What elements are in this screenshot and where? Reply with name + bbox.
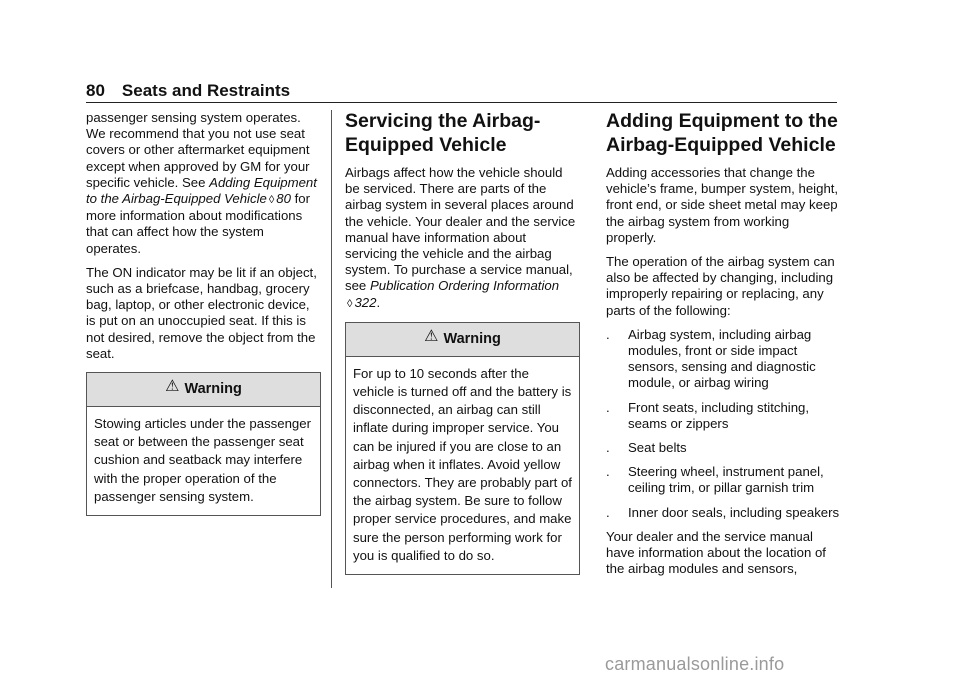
cross-reference-title: Adding Equipment to the Airbag-Equipped Vehicle — [86, 174, 317, 207]
warning-title: Warning — [184, 381, 242, 398]
section-title: Seats and Restraints — [121, 81, 291, 100]
warning-title: Warning — [443, 330, 501, 347]
paragraph: The ON indicator may be lit if an object, such as a briefcase, handbag, grocery bag, laptop, or other electronic device, is put on an unoccupied seat. If this is not desired, remove the object from the seat. — [86, 264, 317, 361]
paragraph: The operation of the airbag system can also be affected by changing, including improperly repairing or replacing, any parts of the following: — [606, 254, 835, 318]
list-item — [606, 327, 841, 392]
paragraph: Your dealer and the service manual have information about the location of the airbag modules and sensors, — [606, 528, 826, 577]
page-reference-arrow-icon: ◊ — [268, 194, 275, 207]
list-item-text: Front seats, including stitching, seams or zippers — [628, 399, 810, 431]
list-item — [606, 400, 841, 432]
list-item — [606, 505, 841, 521]
warning-box — [345, 322, 580, 575]
column-middle — [345, 110, 580, 583]
list-item — [606, 440, 841, 456]
cross-reference-page: 80 — [276, 191, 291, 207]
paragraph-text: for more information about modifications that can affect how the system operates. — [86, 191, 311, 256]
bullet-marker: . — [606, 326, 610, 342]
warning-title-bar — [346, 323, 579, 357]
paragraph: Adding accessories that change the vehicle’s frame, bumper system, height, front end, or side sheet metal may keep the airbag system from working properly. — [606, 165, 839, 245]
column-left — [86, 110, 321, 524]
paragraph — [86, 110, 321, 257]
warning-triangle-icon: ⚠ — [165, 378, 180, 396]
watermark: carmanualsonline.info — [605, 654, 785, 674]
warning-box — [86, 372, 321, 516]
bullet-marker: . — [606, 399, 610, 415]
warning-text: Stowing articles under the passenger seat or between the passenger seat cushion and seatback may interfere with the proper operation of the passenger sensing system. — [94, 416, 311, 504]
warning-triangle-icon: ⚠ — [424, 327, 439, 345]
paragraph-text: . — [376, 294, 381, 310]
header-rule — [86, 102, 837, 103]
bullet-marker: . — [606, 440, 610, 456]
paragraph — [345, 165, 580, 312]
section-heading: Servicing the Airbag-Equipped Vehicle — [345, 110, 541, 156]
paragraph-text: Airbags affect how the vehicle should be serviced. There are parts of the airbag system in several places around the vehicle. Your dealer and the service manual have information about servicing the vehicle and the airbag system. To purchase a service manual, see — [345, 165, 576, 294]
warning-text: For up to 10 seconds after the vehicle is turned off and the battery is disconnected, an airbag can still inflate during improper service. You can be injured if you are close to an airbag when it inflates. Avoid yellow connectors. They are probably part of the airbag system. Be sure to follow proper service procedures, and make sure the person performing work for you is qualified to do so. — [353, 365, 572, 563]
bullet-list — [606, 327, 841, 521]
page-number: 80 — [86, 81, 105, 100]
list-item-text: Steering wheel, instrument panel, ceiling trim, or pillar garnish trim — [628, 464, 824, 496]
column-divider — [331, 110, 332, 588]
cross-reference-title: Publication Ordering Information — [369, 278, 560, 294]
list-item-text: Seat belts — [628, 440, 687, 456]
column-right — [606, 110, 841, 585]
warning-title-bar — [87, 373, 320, 407]
cross-reference-page: 322 — [354, 294, 377, 310]
bullet-marker: . — [606, 464, 610, 480]
bullet-marker: . — [606, 504, 610, 520]
page-reference-arrow-icon: ◊ — [347, 297, 353, 310]
page-header — [86, 80, 837, 102]
section-heading: Adding Equipment to the Airbag-Equipped Vehicle — [606, 110, 838, 156]
list-item-text: Inner door seals, including speakers — [628, 504, 840, 520]
paragraph-text: passenger sensing system operates. We recommend that you not use seat covers or other aftermarket equipment except when approved by GM for your specific vehicle. See — [86, 110, 310, 190]
list-item-text: Airbag system, including airbag modules, front or side impact sensors, sensing and diagnostic module, or airbag wiring — [628, 326, 816, 391]
list-item — [606, 464, 841, 496]
